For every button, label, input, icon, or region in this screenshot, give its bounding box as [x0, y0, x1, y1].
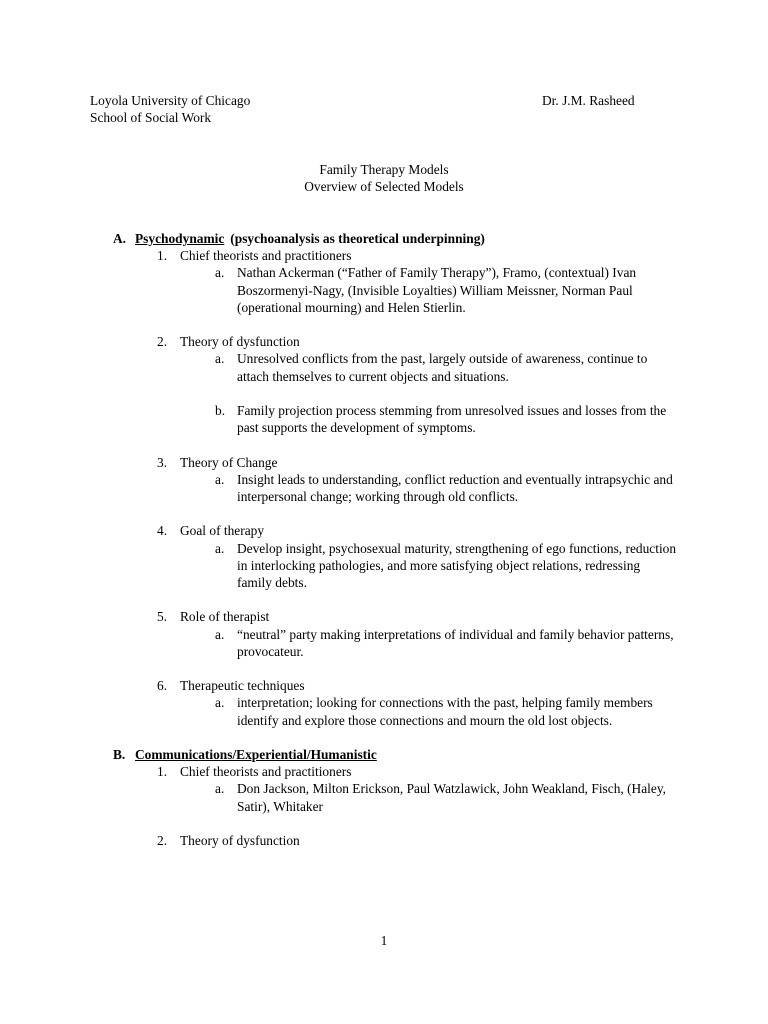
- outline-subitem: [113, 471, 693, 505]
- section-subtitle: (psychoanalysis as theoretical underpinning): [230, 231, 485, 246]
- page-number: 1: [380, 933, 388, 948]
- outline-content: [113, 230, 693, 849]
- section-letter: A.: [113, 231, 127, 246]
- outline-item: [113, 677, 693, 694]
- outline-item: [113, 454, 693, 471]
- subitem-letter: a.: [215, 626, 225, 642]
- item-number: 6.: [157, 678, 168, 694]
- section-name: Psychodynamic: [135, 231, 225, 246]
- section-name: Communications/Experiential/Humanistic: [135, 746, 377, 762]
- outline-subitem: [113, 694, 693, 728]
- outline-item: [113, 247, 693, 264]
- outline-subitem: [113, 350, 693, 384]
- institution-name: Loyola University of Chicago: [90, 93, 251, 108]
- outline-subitem: [113, 264, 693, 316]
- section-heading-a: [113, 230, 693, 247]
- item-number: 4.: [157, 523, 168, 539]
- outline-item: [113, 333, 693, 350]
- item-number: 2.: [157, 334, 168, 350]
- outline-item: [113, 608, 693, 625]
- document-title: [0, 161, 768, 195]
- subitem-text: interpretation; looking for connections with the past, helping family members identify and explore those connections and mourn the old lost objects.: [237, 695, 653, 728]
- subitem-text: “neutral” party making interpretations of individual and family behavior patterns, provocateur.: [237, 626, 674, 659]
- subitem-text: Nathan Ackerman (“Father of Family Therapy”), Framo, (contextual) Ivan Boszormenyi-Nagy, (Invisible Loyalties) William Meissner, Norman Paul (operational mourning) and Helen Stierlin.: [237, 265, 637, 315]
- item-label: Therapeutic techniques: [180, 678, 305, 694]
- item-number: 3.: [157, 454, 168, 470]
- outline-subitem: [113, 626, 693, 660]
- subitem-text: Family projection process stemming from unresolved issues and losses from the past supports the development of symptoms.: [237, 403, 667, 436]
- author-name: Dr. J.M. Rasheed: [542, 93, 635, 108]
- item-label: Goal of therapy: [180, 523, 265, 539]
- item-label: Role of therapist: [180, 609, 270, 625]
- subitem-text: Unresolved conflicts from the past, largely outside of awareness, continue to attach themselves to current objects and situations.: [237, 351, 648, 384]
- subitem-letter: a.: [215, 471, 225, 487]
- subitem-letter: a.: [215, 351, 225, 367]
- item-label: Chief theorists and practitioners: [180, 764, 352, 780]
- item-number: 1.: [157, 764, 168, 780]
- title-line-2: Overview of Selected Models: [304, 179, 464, 195]
- subitem-letter: a.: [215, 540, 225, 556]
- outline-subitem: [113, 402, 693, 436]
- outline-subitem: [113, 540, 693, 592]
- subitem-text: Don Jackson, Milton Erickson, Paul Watzlawick, John Weakland, Fisch, (Haley, Satir), Whitaker: [237, 781, 666, 814]
- outline-item: [113, 522, 693, 539]
- subitem-text: Develop insight, psychosexual maturity, strengthening of ego functions, reduction in interlocking pathologies, and more satisfying object relations, redressing family debts.: [237, 540, 677, 590]
- subitem-letter: a.: [215, 265, 225, 281]
- outline-subitem: [113, 780, 693, 814]
- item-number: 1.: [157, 248, 168, 264]
- subitem-text: Insight leads to understanding, conflict reduction and eventually intrapsychic and interpersonal change; working through old conflicts.: [237, 471, 673, 504]
- outline-item: [113, 832, 693, 849]
- item-label: Theory of dysfunction: [180, 832, 300, 848]
- subitem-letter: b.: [215, 403, 226, 418]
- item-number: 2.: [157, 832, 168, 848]
- section-heading-b: [113, 746, 693, 763]
- outline-item: [113, 763, 693, 780]
- item-label: Theory of Change: [180, 454, 278, 470]
- title-line-1: Family Therapy Models: [319, 162, 449, 177]
- section-letter: B.: [113, 746, 126, 762]
- school-name: School of Social Work: [90, 110, 212, 126]
- item-label: Theory of dysfunction: [180, 334, 300, 350]
- subitem-letter: a.: [215, 695, 225, 711]
- item-number: 5.: [157, 609, 168, 625]
- header-left: [90, 92, 390, 126]
- subitem-letter: a.: [215, 781, 225, 797]
- item-label: Chief theorists and practitioners: [180, 248, 352, 264]
